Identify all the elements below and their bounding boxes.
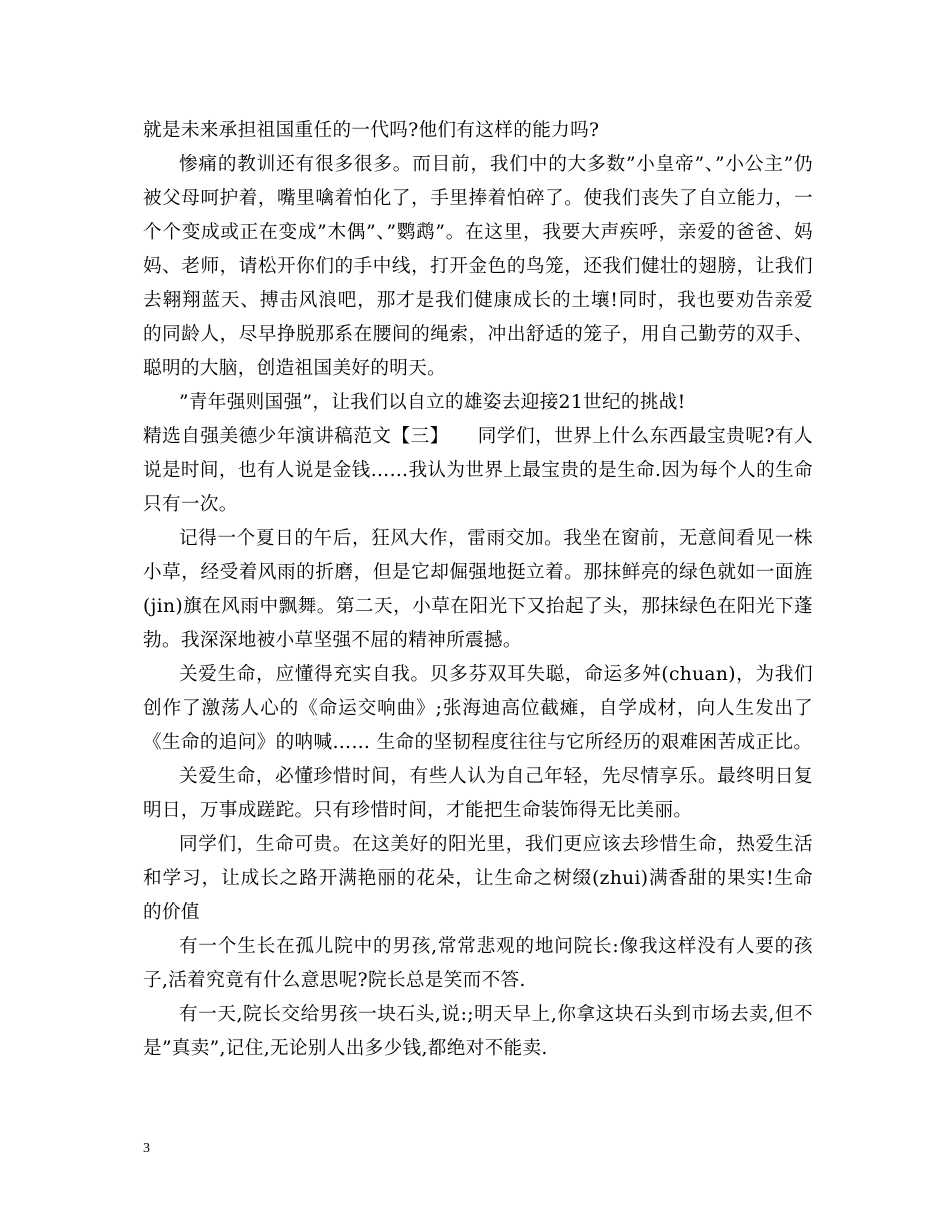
paragraph-1: 就是未来承担祖国重任的一代吗?他们有这样的能力吗?	[143, 120, 600, 141]
paragraph-6: 关爱生命，应懂得充实自我。贝多芬双耳失聪，命运多舛(chuan)，为我们创作了激荡人心的《命运交响曲》;张海迪高位截瘫，自学成材，向人生发出了《生命的追问》的呐喊…… 生命的坚韧程度往往与它所经历的艰难困苦成正比。	[143, 664, 813, 753]
paragraph-7: 关爱生命，必懂珍惜时间，有些人认为自己年轻，先尽情享乐。最终明日复明日，万事成蹉跎。只有珍惜时间，才能把生命装饰得无比美丽。	[143, 766, 813, 821]
paragraph-5: 记得一个夏日的午后，狂风大作，雷雨交加。我坐在窗前，无意间看见一株小草，经受着风雨的折磨，但是它却倔强地挺立着。那抹鲜亮的绿色就如一面旌(jin)旗在风雨中飘舞。第二天，小草在阳光下又抬起了头，那抹绿色在阳光下蓬勃。我深深地被小草坚强不屈的精神所震撼。	[143, 528, 813, 651]
paragraph-8: 同学们，生命可贵。在这美好的阳光里，我们更应该去珍惜生命，热爱生活和学习，让成长之路开满艳丽的花朵，让生命之树缀(zhui)满香甜的果实!生命的价值	[143, 834, 813, 923]
paragraph-9: 有一个生长在孤儿院中的男孩,常常悲观的地问院长:像我这样没有人要的孩子,活着究竟有什么意思呢?院长总是笑而不答.	[143, 936, 813, 991]
page-number: 3	[143, 1141, 150, 1156]
body-text	[143, 114, 813, 1066]
paragraph-4: 精选自强美德少年演讲稿范文【三】 同学们，世界上什么东西最宝贵呢?有人说是时间，也有人说是金钱……我认为世界上最宝贵的是生命.因为每个人的生命只有一次。	[143, 426, 813, 515]
paragraph-10: 有一天,院长交给男孩一块石头,说:;明天早上,你拿这块石头到市场去卖,但不是”真卖”,记住,无论别人出多少钱,都绝对不能卖.	[143, 1004, 813, 1059]
paragraph-3: ”青年强则国强”，让我们以自立的雄姿去迎接21世纪的挑战!	[179, 392, 686, 413]
paragraph-2: 惨痛的教训还有很多很多。而目前，我们中的大多数”小皇帝”、”小公主”仍被父母呵护着，嘴里噙着怕化了，手里捧着怕碎了。使我们丧失了自立能力，一个个变成或正在变成”木偶”、”鹦鹉”。在这里，我要大声疾呼，亲爱的爸爸、妈妈、老师，请松开你们的手中线，打开金色的鸟笼，还我们健壮的翅膀，让我们去翱翔蓝天、搏击风浪吧，那才是我们健康成长的土壤!同时，我也要劝告亲爱的同龄人，尽早挣脱那系在腰间的绳索，冲出舒适的笼子，用自己勤劳的双手、聪明的大脑，创造祖国美好的明天。	[143, 154, 813, 379]
